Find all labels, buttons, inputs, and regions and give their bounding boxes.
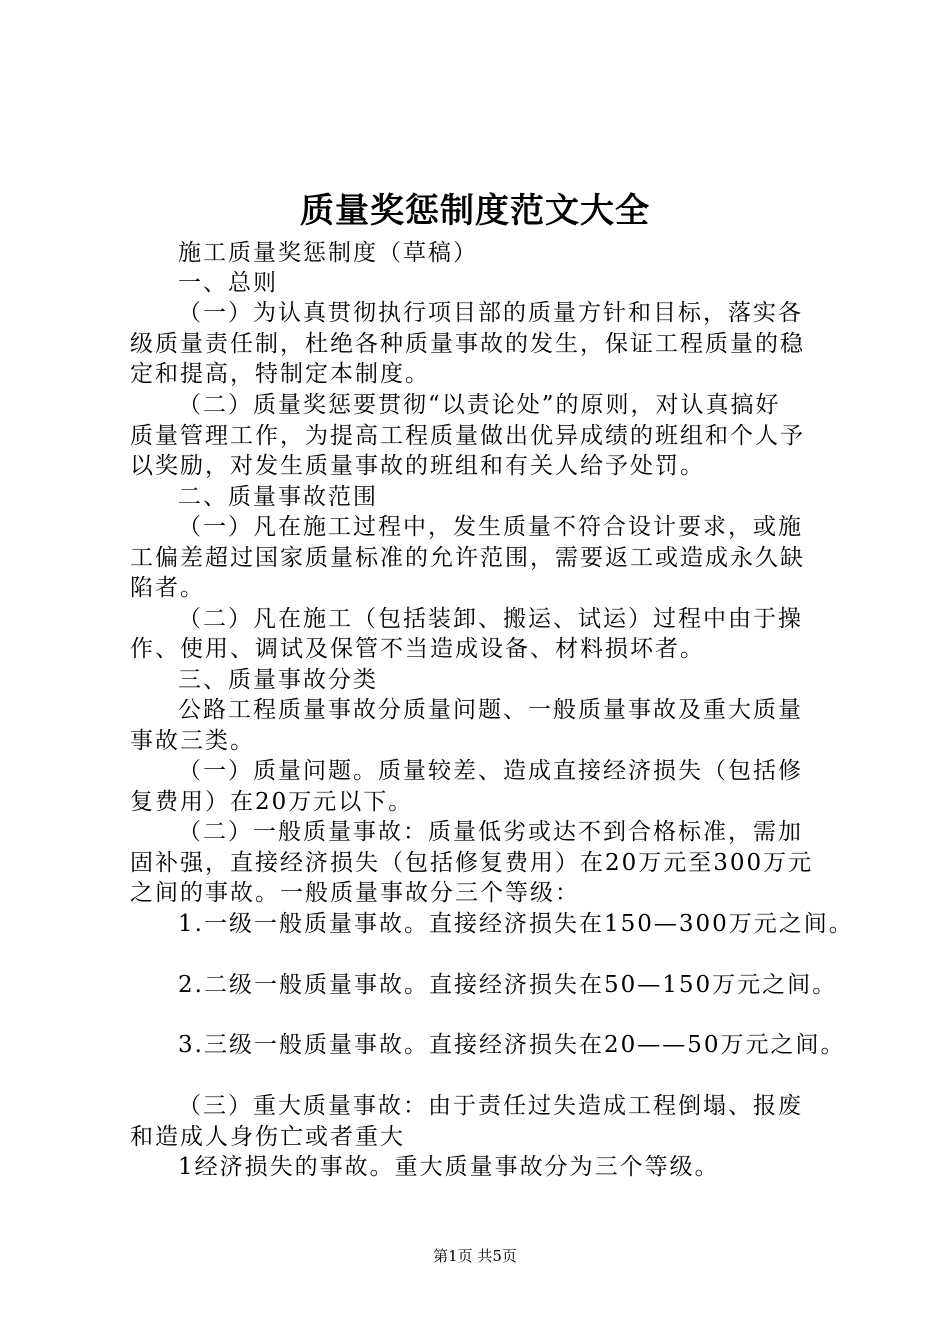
paragraph-line: （二）质量奖惩要贯彻“以责论处”的原则，对认真搞好 <box>178 392 781 418</box>
paragraph-line: 定和提高，特制定本制度。 <box>130 361 430 387</box>
paragraph-line: 质量管理工作，为提高工程质量做出优异成绩的班组和个人予 <box>130 423 805 449</box>
paragraph-line: 事故三类。 <box>130 728 255 754</box>
section-heading: 二、质量事故范围 <box>178 484 378 510</box>
paragraph-line: 1经济损失的事故。重大质量事故分为三个等级。 <box>178 1154 720 1180</box>
paragraph-line: （一）凡在施工过程中，发生质量不符合设计要求，或施 <box>178 514 803 540</box>
heading-line: 施工质量奖惩制度（草稿） <box>178 240 478 266</box>
paragraph-line: （一）质量问题。质量较差、造成直接经济损失（包括修 <box>178 758 803 784</box>
section-heading: 三、质量事故分类 <box>178 667 378 693</box>
page-footer: 第1页 共5页 <box>433 1247 517 1265</box>
paragraph-line: （二）凡在施工（包括装卸、搬运、试运）过程中由于操 <box>178 606 803 632</box>
document-title: 质量奖惩制度范文大全 <box>300 191 650 231</box>
section-heading: 一、总则 <box>178 270 278 296</box>
paragraph-line: 公路工程质量事故分质量问题、一般质量事故及重大质量 <box>178 697 803 723</box>
paragraph-line: 复费用）在20万元以下。 <box>130 789 414 815</box>
paragraph-line: 级质量责任制，杜绝各种质量事故的发生，保证工程质量的稳 <box>130 331 805 357</box>
paragraph-line: （三）重大质量事故：由于责任过失造成工程倒塌、报废 <box>178 1093 803 1119</box>
paragraph-line: 作、使用、调试及保管不当造成设备、材料损坏者。 <box>130 636 705 662</box>
list-item: 3.三级一般质量事故。直接经济损失在20——50万元之间。 <box>178 1032 846 1058</box>
paragraph-line: 之间的事故。一般质量事故分三个等级： <box>130 880 580 906</box>
paragraph-line: 固补强，直接经济损失（包括修复费用）在20万元至300万元 <box>130 850 814 876</box>
paragraph-line: 以奖励，对发生质量事故的班组和有关人给予处罚。 <box>130 453 705 479</box>
paragraph-line: 陷者。 <box>130 575 205 601</box>
list-item: 2.二级一般质量事故。直接经济损失在50—150万元之间。 <box>178 972 838 998</box>
paragraph-line: 工偏差超过国家质量标准的允许范围，需要返工或造成永久缺 <box>130 545 805 571</box>
paragraph-line: （二）一般质量事故：质量低劣或达不到合格标准，需加 <box>178 819 803 845</box>
paragraph-line: （一）为认真贯彻执行项目部的质量方针和目标，落实各 <box>178 300 803 326</box>
list-item: 1.一级一般质量事故。直接经济损失在150—300万元之间。 <box>178 911 854 937</box>
paragraph-line: 和造成人身伤亡或者重大 <box>130 1124 405 1150</box>
